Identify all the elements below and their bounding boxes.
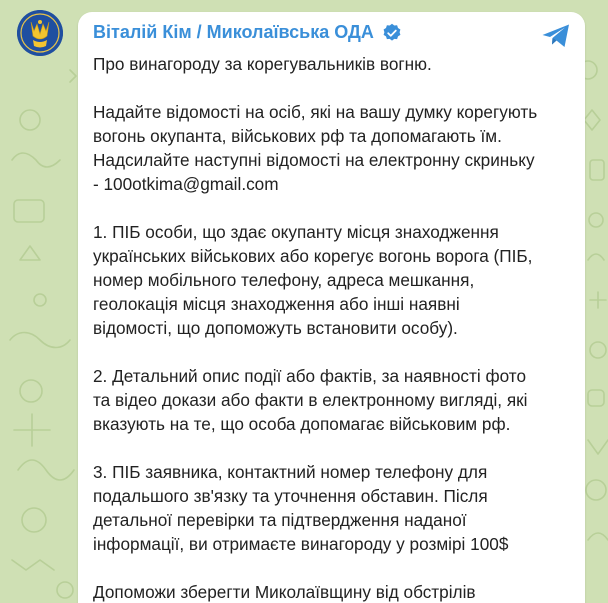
message-line: та відео докази або факти в електронному вигляді, які — [93, 390, 528, 410]
message-line: геолокація місця знаходження або інші наявні — [93, 294, 460, 314]
message-line: номер мобільного телефону, адреса мешкання, — [93, 270, 475, 290]
message-paragraph-item-2 — [93, 364, 573, 436]
channel-header[interactable] — [93, 22, 402, 43]
message-line-email: - 100otkima@gmail.com — [93, 174, 279, 194]
message-line: подальшого зв'язку та уточнення обставин. Після — [93, 486, 488, 506]
message-line: Надайте відомості на осіб, які на вашу думку корегують — [93, 102, 538, 122]
message-line: інформації, ви отримаєте винагороду у розмірі 100$ — [93, 534, 509, 554]
message-line: 3. ПІБ заявника, контактний номер телефону для — [93, 462, 488, 482]
message-paragraph-item-3 — [93, 460, 573, 556]
trident-emblem-icon — [17, 10, 63, 56]
message-line: детальної перевірки та підтвердження наданої — [93, 510, 467, 530]
message-bubble — [78, 12, 585, 603]
channel-name[interactable]: Віталій Кім / Миколаївська ОДА — [93, 22, 374, 42]
channel-avatar[interactable] — [17, 10, 63, 56]
message-line: Допоможи зберегти Миколаївщину від обстрілів — [93, 582, 476, 602]
message-line: Про винагороду за корегувальників вогню. — [93, 54, 432, 74]
message-paragraph-item-1 — [93, 220, 573, 340]
message-paragraph-request — [93, 100, 573, 196]
message-line: 2. Детальний опис події або фактів, за наявності фото — [93, 366, 527, 386]
message-line: українських військових або корегує вогонь ворога (ПІБ, — [93, 246, 533, 266]
message-line: Надсилайте наступні відомості на електронну скриньку — [93, 150, 535, 170]
message-paragraph-intro — [93, 52, 573, 76]
telegram-share-icon[interactable] — [541, 23, 571, 49]
message-line: вогонь окупанта, військових рф та допомагають їм. — [93, 126, 502, 146]
message-line: вказують на те, що особа допомагає військовим рф. — [93, 414, 511, 434]
message-line: 1. ПІБ особи, що здає окупанту місця знаходження — [93, 222, 499, 242]
verified-badge-icon — [382, 23, 402, 43]
message-paragraph-closing — [93, 580, 573, 603]
message-line: відомості, що допоможуть встановити особу). — [93, 318, 458, 338]
message-text — [93, 52, 573, 603]
